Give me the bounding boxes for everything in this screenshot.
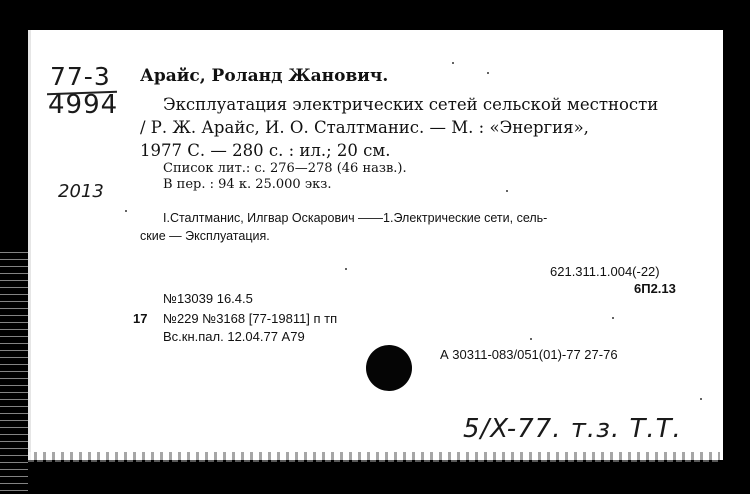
scan-speck [345,268,347,270]
call-number-bottom: 4994 [48,90,119,120]
tracing-line-2: ские — Эксплуатация. [140,229,270,243]
binding-price-note: В пер. : 94 к. 25.000 экз. [163,177,332,192]
call-number-top: 77-3 [50,62,111,91]
scan-speck [506,190,508,192]
title-line-1: Эксплуатация электрических сетей сельской местности [163,95,659,114]
year-note: 2013 [58,181,104,202]
scan-speck [452,62,454,64]
scan-speck [612,317,614,319]
record-line-2: №229 №3168 [77-19811] п тп [163,311,338,326]
scan-edge-noise [0,250,28,494]
scan-speck [530,338,532,340]
bbk-code: 6П2.13 [634,281,676,296]
publisher-code: А 30311-083/051(01)-77 27-76 [440,347,618,362]
udc-code: 621.311.1.004(-22) [550,264,660,279]
bibliography-note: Список лит.: с. 276—278 (46 назв.). [163,161,407,176]
title-line-3: 1977 С. — 280 с. : ил.; 20 см. [140,141,391,160]
card-bottom-edge [28,452,720,462]
record-line-3: Вс.кн.пал. 12.04.77 А79 [163,329,305,344]
record-line-2-number: 17 [133,311,148,326]
author-heading: Арайс, Роланд Жанович. [140,66,389,86]
scan-speck [487,72,489,74]
title-line-2: / Р. Ж. Арайс, И. О. Сталтманис. — М. : «Энергия», [140,118,589,137]
record-line-1: №13039 16.4.5 [163,291,253,306]
tracing-line-1: I.Сталтманис, Илгвар Оскарович ——1.Электрические сети, сель- [163,211,548,225]
handwritten-note: 5/X-77. т.з. Т.Т. [463,414,682,444]
scan-speck [700,398,702,400]
punch-hole [366,345,412,391]
scan-speck [125,210,127,212]
